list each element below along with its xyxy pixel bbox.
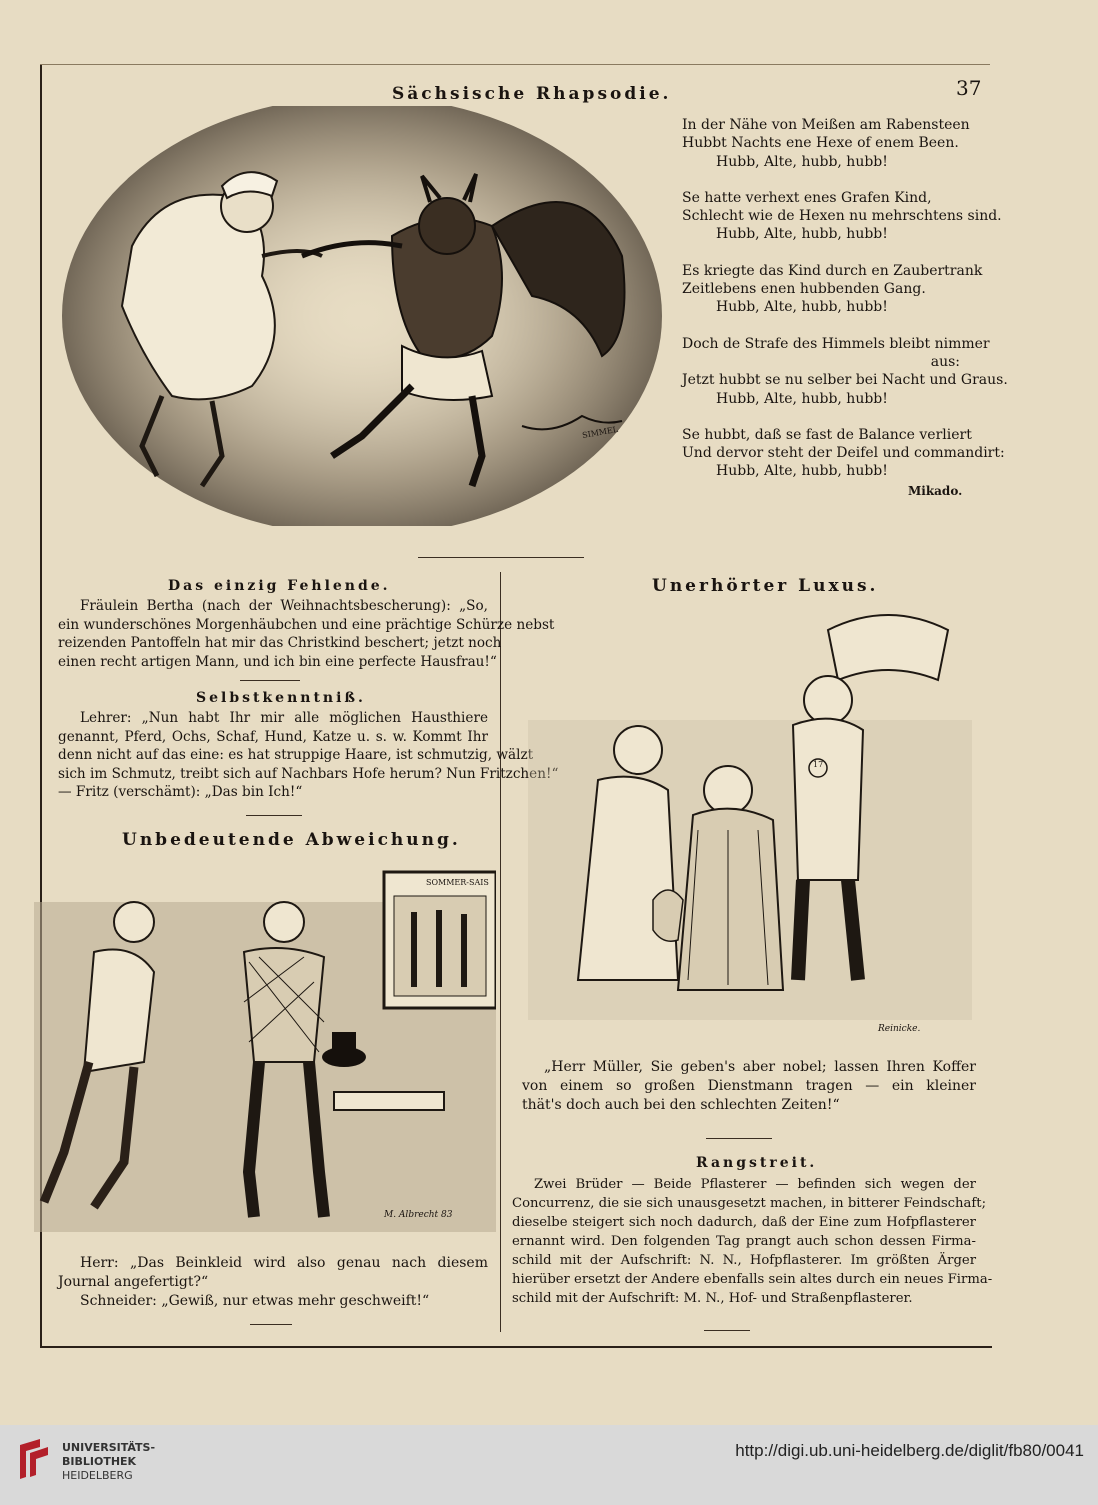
text-line: Zwei Brüder — Beide Pflasterer — befinden sich wegen der	[534, 1177, 976, 1192]
text-line: dieselbe steigert sich noch dadurch, daß der Eine zum Hofpflasterer	[512, 1215, 976, 1230]
text-line: Lehrer: „Nun habt Ihr mir alle möglichen Hausthiere	[80, 710, 488, 726]
poster-text: SOMMER-SAIS	[426, 878, 489, 887]
verse-line: In der Nähe von Meißen am Rabensteen	[682, 117, 970, 133]
source-url-link[interactable]: http://digi.ub.uni-heidelberg.de/diglit/fb80/0041	[735, 1441, 1084, 1460]
witch-devil-drawing	[62, 106, 662, 526]
verse-line: Es kriegte das Kind durch en Zaubertrank	[682, 262, 983, 279]
verse-line: Zeitlebens enen hubbenden Gang.	[682, 281, 926, 298]
verse-line: aus:	[930, 353, 960, 370]
verse-line: Und dervor steht der Deifel und commandirt:	[682, 445, 1005, 462]
illustration-witch-devil	[62, 106, 662, 526]
text-line: einen recht artigen Mann, und ich bin eine perfecte Hausfrau!“	[58, 653, 497, 670]
selbst-title: Selbstkenntniß.	[196, 690, 366, 706]
tailor-signature: M. Albrecht 83	[384, 1210, 453, 1220]
library-name-line1: UNIVERSITÄTS-	[62, 1441, 156, 1454]
section-divider	[240, 680, 300, 681]
library-logo-icon	[14, 1437, 54, 1481]
selbst-text	[58, 709, 559, 802]
verse-refrain: Hubb, Alte, hubb, hubb!	[716, 153, 888, 170]
text-line: von einem so großen Dienstmann tragen — ein kleiner	[522, 1078, 976, 1094]
verse-refrain: Hubb, Alte, hubb, hubb!	[716, 390, 888, 407]
section-divider	[418, 557, 584, 558]
text-line: hierüber ersetzt der Andere ebenfalls sein altes durch ein neues Firma-	[512, 1272, 993, 1287]
section-divider	[704, 1330, 750, 1331]
verse-refrain: Hubb, Alte, hubb, hubb!	[716, 226, 888, 243]
section-divider	[706, 1138, 772, 1139]
frame-top-line	[40, 64, 990, 65]
text-line: Schneider: „Gewiß, nur etwas mehr geschweift!“	[80, 1293, 430, 1309]
verse-line: Doch de Strafe des Himmels bleibt nimmer	[682, 335, 990, 352]
text-line: Concurrenz, die sie sich unausgesetzt machen, in bitterer Feindschaft;	[512, 1196, 987, 1211]
tailor-drawing	[34, 862, 496, 1244]
text-line: Herr: „Das Beinkleid wird also genau nach diesem	[80, 1255, 488, 1271]
text-line: thät's doch auch bei den schlechten Zeiten!“	[522, 1097, 840, 1113]
text-line: denn nicht auf das eine: es hat struppige Haare, ist schmutzig, wälzt	[58, 747, 534, 764]
illustration1-signature: SIMMEL	[581, 424, 619, 441]
verse-line: Se hatte verhext enes Grafen Kind,	[682, 189, 932, 206]
text-line: genannt, Pferd, Ochs, Schaf, Hund, Katze u. s. w. Kommt Ihr	[58, 728, 488, 745]
text-line: Journal angefertigt?“	[58, 1274, 209, 1290]
library-name-line2: BIBLIOTHEK	[62, 1455, 137, 1468]
text-line: — Fritz (verschämt): „Das bin Ich!“	[58, 784, 303, 801]
section-divider	[250, 1324, 292, 1325]
text-line: Fräulein Bertha (nach der Weihnachtsbescherung): „So,	[80, 598, 488, 614]
rangstreit-title: Rangstreit.	[696, 1155, 818, 1171]
poem-author: Mikado.	[908, 484, 963, 498]
fehlende-title: Das einzig Fehlende.	[168, 578, 391, 594]
text-line: „Herr Müller, Sie geben's aber nobel; lassen Ihren Koffer	[544, 1059, 976, 1075]
library-name-line3: HEIDELBERG	[62, 1469, 133, 1482]
dienstmann-badge: 17	[813, 760, 824, 769]
rangstreit-text	[512, 1175, 993, 1308]
text-line: ein wunderschönes Morgenhäubchen und eine prächtige Schürze nebst	[58, 616, 555, 633]
abweichung-title: Unbedeutende Abweichung.	[122, 830, 461, 850]
verse-refrain: Hubb, Alte, hubb, hubb!	[716, 299, 888, 316]
luxus-caption	[522, 1058, 976, 1115]
verse-line: Hubbt Nachts ene Hexe of enem Been.	[682, 135, 959, 152]
library-footer	[0, 1425, 1098, 1505]
verse-line: Jetzt hubbt se nu selber bei Nacht und Graus.	[682, 372, 1008, 389]
dienstmann-signature: Reinicke.	[878, 1024, 921, 1034]
luxus-title: Unerhörter Luxus.	[652, 576, 879, 596]
section-divider	[246, 815, 302, 816]
fehlende-text	[58, 597, 555, 671]
text-line: schild mit der Aufschrift: M. N., Hof- und Straßenpflasterer.	[512, 1291, 913, 1306]
column-divider	[500, 572, 501, 1332]
text-line: ernannt wird. Den folgenden Tag prangt auch schon dessen Firma-	[512, 1234, 976, 1249]
text-line: schild mit der Aufschrift: N. N., Hofpflasterer. Im größten Ärger	[512, 1253, 976, 1268]
dienstmann-drawing	[528, 600, 972, 1050]
poem-title: Sächsische Rhapsodie.	[392, 84, 672, 104]
text-line: sich im Schmutz, treibt sich auf Nachbars Hofe herum? Nun Fritzchen!“	[58, 765, 559, 782]
abweichung-caption	[58, 1254, 488, 1311]
poem-verse	[682, 116, 1008, 481]
verse-line: Schlecht wie de Hexen nu mehrschtens sind.	[682, 208, 1002, 225]
illustration-dienstmann	[528, 600, 972, 1050]
page-number: 37	[956, 76, 982, 100]
verse-refrain: Hubb, Alte, hubb, hubb!	[716, 463, 888, 480]
text-line: reizenden Pantoffeln hat mir das Christkind beschert; jetzt noch	[58, 635, 502, 652]
illustration-tailor	[34, 862, 496, 1244]
verse-line: Se hubbt, daß se fast de Balance verliert	[682, 426, 972, 443]
